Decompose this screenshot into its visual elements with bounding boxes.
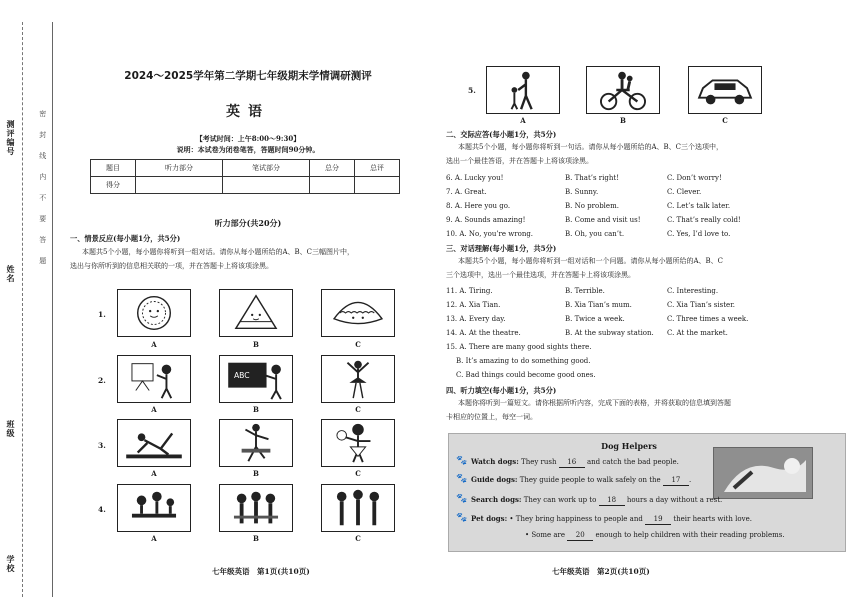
option-label-a: A <box>151 405 157 414</box>
subject-title: 英语 <box>226 104 270 120</box>
option-c[interactable]: C. Don’t worry! <box>667 174 722 182</box>
answer-blank-17[interactable]: 17 <box>663 476 689 486</box>
dog-line-pet-2 <box>525 531 785 541</box>
option-b[interactable]: B. It’s amazing to do something good. <box>456 357 591 365</box>
school-label: 学校 <box>6 555 16 573</box>
section2-title: 二、交际应答(每小题1分，共5分) <box>446 130 557 139</box>
score-header-total: 总分 <box>310 160 355 177</box>
ballet-dancer-icon[interactable] <box>321 355 395 403</box>
option-a[interactable]: 15. A. There are many good sights there. <box>446 343 592 351</box>
score-cell[interactable] <box>223 177 310 194</box>
score-cell[interactable] <box>136 177 223 194</box>
paw-icon: 🐾 <box>456 456 468 466</box>
exam-no-label: 测评编号 <box>6 120 16 156</box>
question-number: 4. <box>98 505 106 514</box>
question-number: 1. <box>98 310 106 319</box>
option-b[interactable]: B. Twice a week. <box>565 315 625 323</box>
option-c[interactable]: C. That’s really cold! <box>667 216 741 224</box>
binding-margin <box>0 0 58 609</box>
answer-blank-20[interactable]: 20 <box>567 531 593 541</box>
dog-text: They rush <box>521 458 557 466</box>
option-label-b: B <box>253 340 259 349</box>
option-b[interactable]: B. That’s right! <box>565 174 620 182</box>
score-header-item: 题目 <box>91 160 136 177</box>
dog-text: and catch the bad people. <box>586 458 679 466</box>
option-label-c: C <box>355 469 361 478</box>
option-label-b: B <box>253 469 259 478</box>
option-a[interactable]: 6. A. Lucky you! <box>446 174 504 182</box>
paw-icon: 🐾 <box>456 513 468 523</box>
question-number: 5. <box>468 86 476 95</box>
dog-table-title: Dog Helpers <box>601 441 657 451</box>
option-a[interactable]: 10. A. No, you’re wrong. <box>446 230 534 238</box>
option-label-a: A <box>151 534 157 543</box>
option-c[interactable]: C. Yes, I’d love to. <box>667 230 731 238</box>
option-b[interactable]: B. At the subway station. <box>565 329 654 337</box>
dog-text: hours a day without a rest. <box>626 496 723 504</box>
dog-text: They can work up to <box>523 496 597 504</box>
dog-text: their hearts with love. <box>673 515 752 523</box>
option-a[interactable]: 12. A. Xia Tian. <box>446 301 501 309</box>
family-photo-icon[interactable] <box>321 484 395 532</box>
family-study-icon[interactable] <box>117 484 191 532</box>
option-a[interactable]: 14. A. At the theatre. <box>446 329 521 337</box>
option-label-a: A <box>520 116 526 125</box>
dog-text: They guide people to walk safely on the <box>519 476 661 484</box>
dog-label: Pet dogs: <box>471 514 508 523</box>
walking-icon[interactable] <box>486 66 560 114</box>
exam-title: 2024～2025学年第二学期七年级期末学情调研测评 <box>124 70 372 82</box>
option-c[interactable]: C. Let’s talk later. <box>667 202 731 210</box>
option-label-b: B <box>253 405 259 414</box>
section4-title: 四、听力填空(每小题1分，共5分) <box>446 386 557 395</box>
dog-line-watch <box>471 458 679 468</box>
score-cell[interactable] <box>310 177 355 194</box>
paw-icon: 🐾 <box>456 494 468 504</box>
section1-line1: 本题共5个小题，每小题你将听到一组对话。请你从每小题所给的A、B、C三幅图片中， <box>82 248 355 256</box>
exam-time: 【考试时间：上午8:00～9:30】 <box>195 134 301 143</box>
mooncake-icon[interactable] <box>117 289 191 337</box>
painting-icon[interactable] <box>117 355 191 403</box>
option-a[interactable]: 13. A. Every day. <box>446 315 506 323</box>
option-b[interactable]: B. Terrible. <box>565 287 605 295</box>
option-c[interactable]: C. Clever. <box>667 188 702 196</box>
dog-line-pet <box>471 515 752 525</box>
family-chat-icon[interactable] <box>219 484 293 532</box>
dumpling-icon[interactable] <box>321 289 395 337</box>
option-c[interactable]: C. Xia Tian’s sister. <box>667 301 735 309</box>
dog-line-search <box>471 496 722 506</box>
option-b[interactable]: B. Oh, you can’t. <box>565 230 625 238</box>
section1-line2: 选出与你所听到的信息相关联的一项，并在答题卡上将该项涂黑。 <box>70 262 273 270</box>
dog-text: enough to help children with their reading problems. <box>595 531 785 539</box>
option-a[interactable]: 8. A. Here you go. <box>446 202 511 210</box>
dog-line-guide <box>471 476 691 486</box>
page-footer: 七年级英语 第1页(共10页) <box>212 567 310 576</box>
dancer-icon[interactable] <box>219 419 293 467</box>
option-label-c: C <box>722 116 728 125</box>
option-b[interactable]: B. No problem. <box>565 202 619 210</box>
option-c[interactable]: C. Three times a week. <box>667 315 749 323</box>
option-a[interactable]: 9. A. Sounds amazing! <box>446 216 526 224</box>
score-header-overall: 总评 <box>355 160 400 177</box>
option-label-a: A <box>151 340 157 349</box>
paw-icon: 🐾 <box>456 474 468 484</box>
score-table <box>90 159 400 194</box>
motorbike-icon[interactable] <box>586 66 660 114</box>
listening-title: 听力部分(共20分) <box>214 218 282 228</box>
dog-photo <box>713 447 813 499</box>
blackboard-teacher-icon[interactable] <box>219 355 293 403</box>
option-label-b: B <box>620 116 626 125</box>
answer-blank-16[interactable]: 16 <box>559 458 585 468</box>
dog-text: • They bring happiness to people and <box>509 515 643 523</box>
section3-line1: 本题共5个小题，每小题你将听到一组对话和一个问题。请你从每小题所给的A、B、C <box>458 257 724 265</box>
zongzi-icon[interactable] <box>219 289 293 337</box>
option-label-b: B <box>253 534 259 543</box>
dog-label: Watch dogs: <box>471 457 519 466</box>
dog-text: . <box>688 476 692 484</box>
section1-title: 一、情景反应(每小题1分，共5分) <box>70 234 181 243</box>
option-c[interactable]: C. Bad things could become good ones. <box>456 371 596 379</box>
section4-line1: 本题你将听到一篇短文。请你根据所听内容，完成下面的表格，并将获取的信息填到答题 <box>458 399 731 407</box>
dog-label: Search dogs: <box>471 495 522 504</box>
svg-text:ABC: ABC <box>233 371 250 381</box>
tennis-girl-icon[interactable] <box>321 419 395 467</box>
option-c[interactable]: C. At the market. <box>667 329 728 337</box>
question-number: 2. <box>98 376 106 385</box>
option-label-c: C <box>355 534 361 543</box>
yoga-icon[interactable] <box>117 419 191 467</box>
score-cell[interactable] <box>355 177 400 194</box>
option-label-c: C <box>355 405 361 414</box>
grade-label: 班级 <box>6 420 16 438</box>
binding-line-inner <box>52 22 53 597</box>
section2-line2: 选出一个最佳答语，并在答题卡上将该项涂黑。 <box>446 157 593 165</box>
option-b[interactable]: B. Xia Tian’s mum. <box>565 301 632 309</box>
page-2 <box>440 0 850 609</box>
seal-note: 密封线内不要答题 <box>38 110 47 278</box>
car-icon[interactable] <box>688 66 762 114</box>
name-label: 姓名 <box>6 265 16 283</box>
score-row-label: 得分 <box>91 177 136 194</box>
option-a[interactable]: 7. A. Great. <box>446 188 487 196</box>
option-label-c: C <box>355 340 361 349</box>
dog-helpers-table <box>448 433 846 552</box>
binding-line-outer <box>22 22 23 597</box>
answer-blank-19[interactable]: 19 <box>645 515 671 525</box>
exam-instructions: 说明：本试卷为闭卷笔答，答题时间90分钟。 <box>176 145 320 154</box>
score-header-listening: 听力部分 <box>136 160 223 177</box>
question-number: 3. <box>98 441 106 450</box>
section3-title: 三、对话理解(每小题1分，共5分) <box>446 244 557 253</box>
score-header-written: 笔试部分 <box>223 160 310 177</box>
option-label-a: A <box>151 469 157 478</box>
option-b[interactable]: B. Sunny. <box>565 188 599 196</box>
section3-line2: 三个选项中，选出一个最佳选项，并在答题卡上将该项涂黑。 <box>446 271 635 279</box>
page-1 <box>62 0 434 609</box>
option-c[interactable]: C. Interesting. <box>667 287 719 295</box>
option-a[interactable]: 11. A. Tiring. <box>446 287 493 295</box>
dog-text: • Some are <box>525 531 566 539</box>
page-footer: 七年级英语 第2页(共10页) <box>552 567 650 576</box>
answer-blank-18[interactable]: 18 <box>599 496 625 506</box>
dog-label: Guide dogs: <box>471 475 518 484</box>
option-b[interactable]: B. Come and visit us! <box>565 216 641 224</box>
section2-line1: 本题共5个小题，每小题你将听到一句话。请你从每小题所给的A、B、C三个选项中， <box>458 143 724 151</box>
section4-line2: 卡相应的位置上，每空一词。 <box>446 413 537 421</box>
